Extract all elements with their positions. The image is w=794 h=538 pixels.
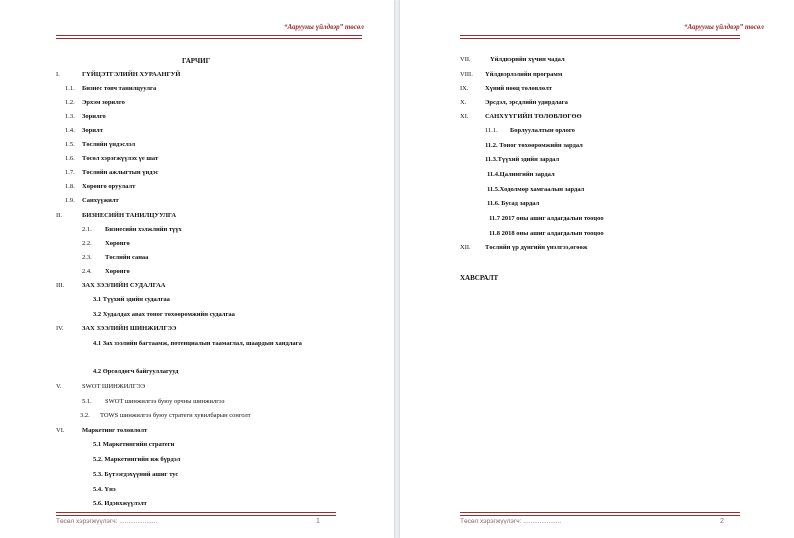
toc-entry-text: Бизнесийн хэлжлийн түүх — [105, 226, 182, 233]
toc-entry-text: Бизнес товч танилцуулга — [82, 85, 157, 92]
toc-entry-text: САНХҮҮГИЙН ТӨЛӨВЛӨГӨӨ — [485, 113, 582, 120]
toc-entry-text: 5.3. Бүтээгдэхүүний ашиг тус — [93, 471, 179, 478]
toc-entry-text: Хөрөнгө — [105, 240, 130, 247]
toc-entry-text: Маркетинг төлөвлөлт — [82, 427, 148, 434]
toc-entry-number: 1.3. — [65, 113, 75, 120]
page-number: 1 — [316, 518, 320, 525]
toc-entry-text: Үйлдвэрлэлийн программ — [485, 71, 563, 78]
appendix-heading: ХАВСРАЛТ — [460, 274, 499, 282]
toc-entry-text: 3.1 Түүхий эдийн судалгаа — [93, 296, 170, 303]
toc-entry-number: XII. — [460, 244, 471, 251]
header-rule-bottom — [460, 38, 740, 39]
toc-entry-text: Эрхэм зорилго — [82, 99, 125, 106]
toc-entry-text: 4.1 Зах зээлийн багтаамж, потенциалын таамаглал, шаардын хандлага — [93, 340, 302, 347]
toc-entry-number: 2.4. — [82, 268, 92, 275]
toc-entry-number: 1.5. — [65, 141, 75, 148]
toc-entry-text: Санхүүжилт — [82, 197, 119, 204]
toc-entry-text: SWOT шинжилгээ буюу орчны шинжилгээ — [105, 398, 225, 405]
toc-entry-text: 5.1 Маркетингийн стратеги — [93, 441, 175, 448]
toc-entry-text: 11.6. Бусад зардал — [487, 200, 540, 207]
toc-entry-number: VI. — [56, 427, 65, 434]
toc-entry-text: 11.5.Ходолмөр хамгаалын зардал — [487, 186, 585, 193]
toc-entry-number: 1.7. — [65, 169, 75, 176]
toc-entry-number: V. — [56, 383, 62, 390]
toc-entry-number: I. — [56, 71, 60, 78]
document-page-1 — [0, 0, 394, 538]
toc-entry-text: ГҮЙЦЭТГЭЛИЙН ХУРААНГУЙ — [82, 71, 181, 78]
toc-entry-text: 5.4. Үнэ — [93, 486, 116, 493]
toc-entry-text: ЗАХ ЗЭЭЛИЙН СУДАЛГАА — [82, 282, 166, 289]
toc-entry-text: Үйлдвэрийн хүчин чадал — [490, 56, 565, 63]
toc-entry-text: Зорилго — [82, 113, 106, 120]
toc-entry-text: 5.6. Идэвхжүүлэлт — [93, 500, 147, 507]
toc-entry-text: Хүний нөөц төлөвлөлт — [485, 85, 552, 92]
toc-entry-text: Эрсдэл, эрсдлийн удирдлага — [485, 99, 568, 106]
page-footer-label: Төсөл хэрэгжүүлэгч: ..................... — [460, 518, 562, 525]
header-rule-top — [56, 35, 362, 36]
toc-entry-number: VIII. — [460, 71, 473, 78]
toc-entry-number: III. — [56, 282, 65, 289]
toc-entry-number: 1.6. — [65, 155, 75, 162]
footer-rule-top — [56, 512, 336, 513]
toc-entry-text: 11.2. Тоног төхөөрөмжийн зардал — [485, 142, 583, 149]
toc-entry-text: Төслийн үр дүнгийн үнэлгээ,өгөөж — [485, 244, 588, 251]
toc-entry-text: Төслийн санаа — [105, 254, 149, 261]
toc-entry-text: 11.7 2017 оны ашиг алдагдалын тооцоо — [489, 215, 604, 222]
toc-entry-text: 11.3.Түүхий эдийн зардал — [485, 156, 560, 163]
toc-entry-text: 5.2. Маркетингийн иж бүрдэл — [93, 456, 181, 463]
toc-entry-number: VII. — [460, 56, 471, 63]
toc-entry-text: 3.2 Худалдах авах тоног төхөөрөмжийн судалгаа — [93, 311, 235, 318]
toc-title: ГАРЧИГ — [182, 57, 211, 65]
footer-rule-bottom — [460, 515, 740, 516]
toc-entry-number: 2.3. — [82, 254, 92, 261]
page-header-title: “Аарууны үйлдвэр” төсөл — [683, 23, 764, 31]
toc-entry-number: 3.2. — [80, 412, 90, 419]
toc-entry-number: XI. — [460, 113, 469, 120]
toc-entry-text: Төсөл хэрэгжүүлэх үе шат — [82, 155, 159, 162]
page-header-title: “Аарууны үйлдвэр” төсөл — [283, 23, 364, 31]
toc-entry-number: 2.2. — [82, 240, 92, 247]
toc-entry-text: БИЗНЕСИЙН ТАНИЛЦУУЛГА — [82, 212, 177, 219]
toc-entry-text: Хөрөнгө — [105, 268, 130, 275]
toc-entry-text: Хөрөнгө оруулалт — [82, 183, 136, 190]
toc-entry-number: X. — [460, 99, 467, 106]
footer-rule-top — [460, 512, 740, 513]
toc-entry-number: 11.1. — [485, 127, 498, 134]
toc-entry-number: 2.1. — [82, 226, 92, 233]
toc-entry-text: ЗАХ ЗЭЭЛИЙН ШИНЖИЛГЭЭ — [82, 325, 177, 332]
header-rule-bottom — [56, 38, 362, 39]
toc-entry-text: Төслийн ажлыгтын үндэс — [82, 169, 159, 176]
toc-entry-number: 1.8. — [65, 183, 75, 190]
header-rule-top — [460, 35, 740, 36]
toc-entry-number: IV. — [56, 325, 64, 332]
toc-entry-text: 11.8 2018 оны ашиг алдагдалын тооцоо — [489, 230, 604, 237]
toc-entry-number: 1.2. — [65, 99, 75, 106]
toc-entry-number: 5.1. — [82, 398, 92, 405]
page-footer-label: Төсөл хэрэгжүүлэгч: ..................... — [56, 518, 158, 525]
toc-entry-text: 4.2 Өрсөлдөгч байгууллагууд — [93, 368, 179, 375]
page-number: 2 — [720, 518, 724, 525]
toc-entry-number: 1.9. — [65, 197, 75, 204]
toc-entry-number: 1.4. — [65, 127, 75, 134]
toc-entry-number: IX. — [460, 85, 469, 92]
toc-entry-text: Борлуулалтын орлого — [510, 127, 575, 134]
toc-entry-text: TOWS шинжилгээ буюу стратеги хувилбарын сонголт — [100, 412, 251, 419]
toc-entry-text: SWOT ШИНЖИЛГЭЭ — [82, 383, 146, 390]
toc-entry-text: Зорилт — [82, 127, 103, 134]
toc-entry-text: Төслийн үндэслэл — [82, 141, 136, 148]
toc-entry-text: 11.4.Цалингийн зардал — [487, 171, 555, 178]
toc-entry-number: II. — [56, 212, 62, 219]
toc-entry-number: 1.1. — [65, 85, 75, 92]
footer-rule-bottom — [56, 515, 336, 516]
